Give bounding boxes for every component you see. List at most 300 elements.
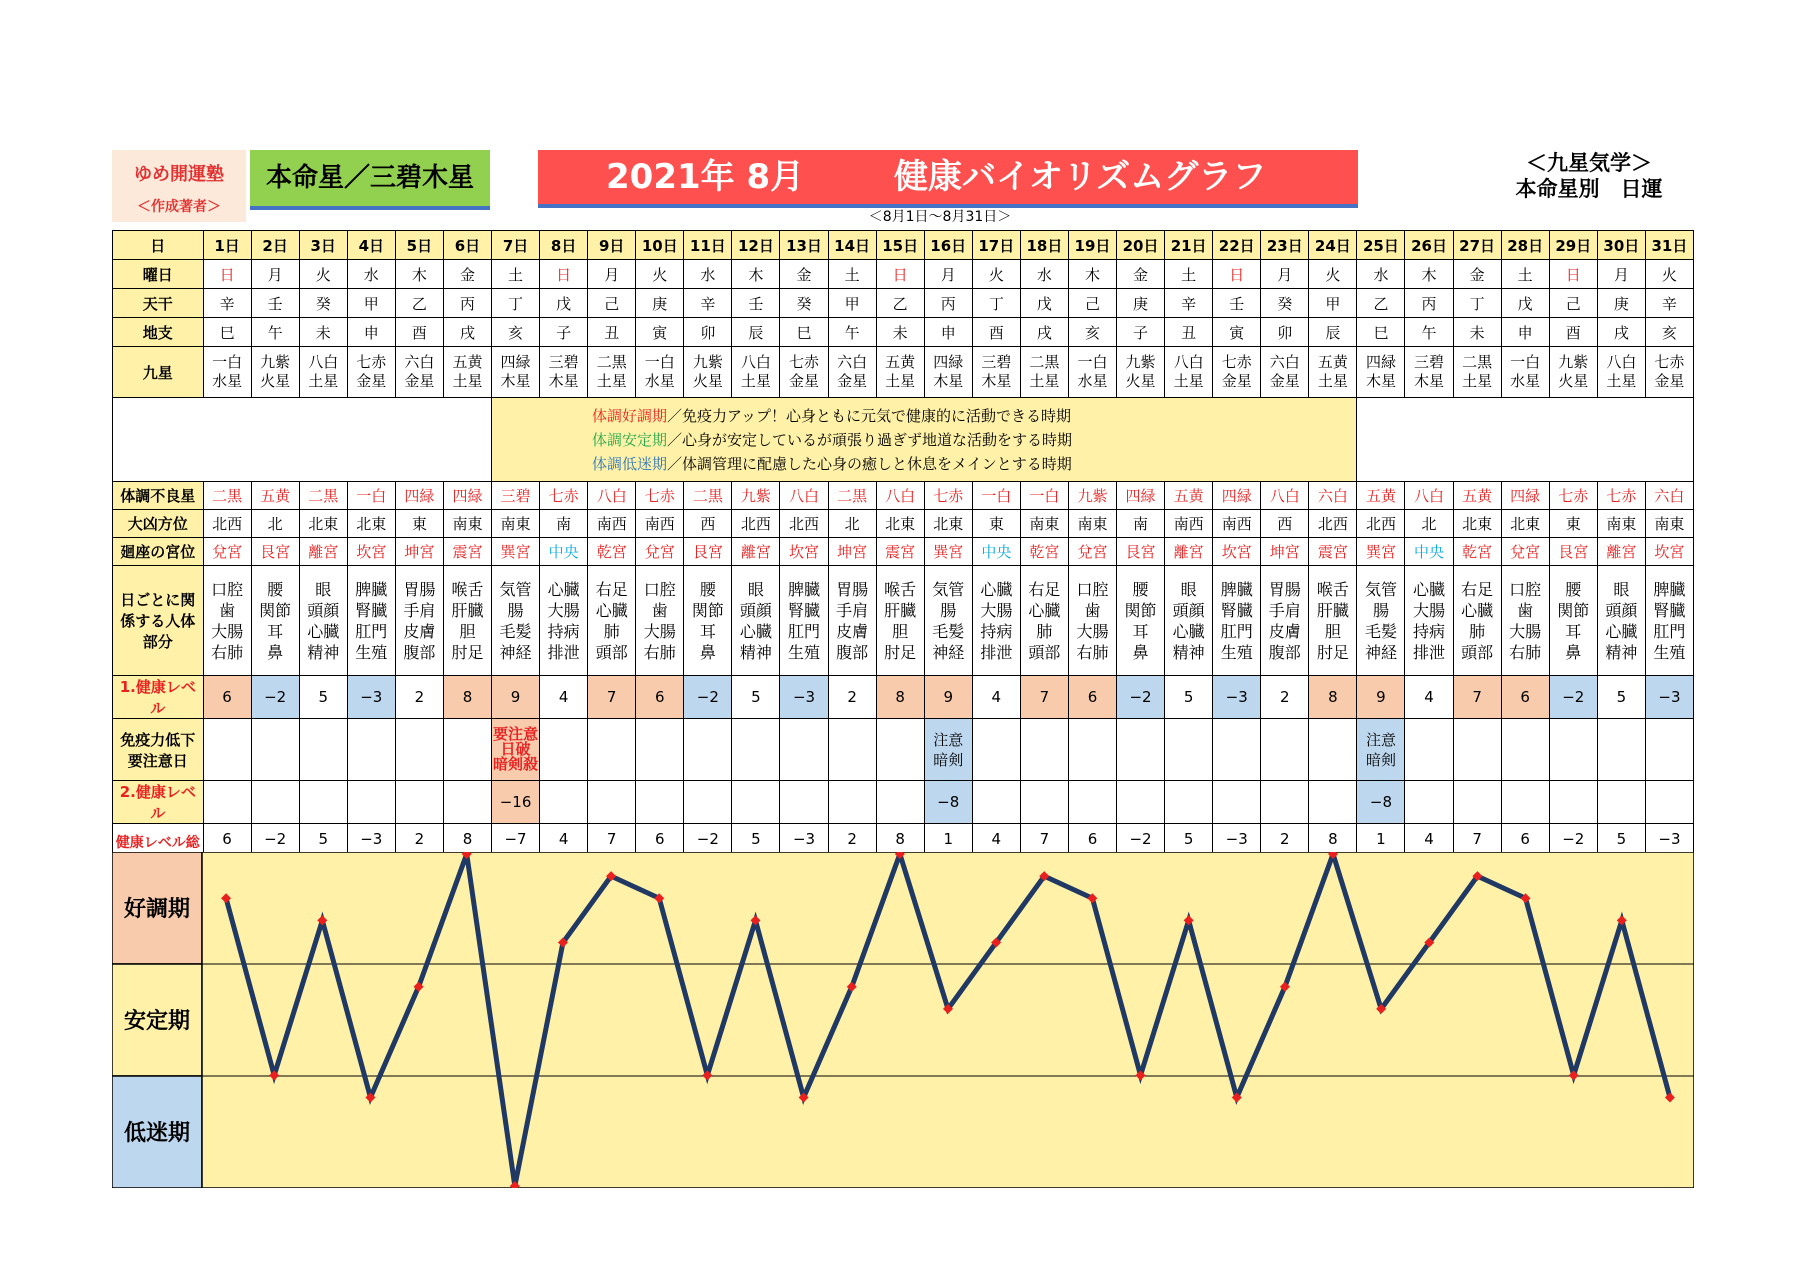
palace-cell: 兌宮 (203, 538, 251, 566)
level2-cell (588, 781, 636, 824)
bad-star-cell: 二黒 (684, 482, 732, 510)
day-cell: 11日 (684, 231, 732, 260)
kyusei-cell: 九紫 火星 (1549, 347, 1597, 398)
bad-dir-cell: 北東 (876, 510, 924, 538)
weekday-cell: 木 (1405, 260, 1453, 289)
chishi-cell: 亥 (1645, 318, 1693, 347)
bad-dir-cell: 南東 (1645, 510, 1693, 538)
bad-dir-cell: 北東 (347, 510, 395, 538)
weekday-cell: 金 (443, 260, 491, 289)
immune-cell (1453, 719, 1501, 781)
bad-dir-cell: 西 (684, 510, 732, 538)
honmeisei-label: 本命星／三碧木星 (250, 150, 490, 210)
kyusei-cell: 九紫 火星 (684, 347, 732, 398)
level1-cell: 2 (395, 676, 443, 719)
kyusei-cell: 二黒 土星 (1453, 347, 1501, 398)
level1-cell: 8 (1309, 676, 1357, 719)
bad-dir-cell: 北 (251, 510, 299, 538)
bad-star-cell: 八白 (588, 482, 636, 510)
body-part-cell: 胃腸 手肩 皮膚 腹部 (1261, 566, 1309, 676)
row-palace (113, 538, 1694, 566)
total-cell: −3 (1213, 824, 1261, 854)
band-label: 安定期 (123, 1009, 191, 1034)
bad-star-cell: 五黄 (1453, 482, 1501, 510)
total-cell: 6 (1068, 824, 1116, 854)
body-part-cell: 脾臓 腎臓 肛門 生殖 (780, 566, 828, 676)
tenkan-cell: 丙 (443, 289, 491, 318)
tenkan-cell: 壬 (732, 289, 780, 318)
body-part-cell: 腰 関節 耳 鼻 (1549, 566, 1597, 676)
level2-cell (1597, 781, 1645, 824)
weekday-cell: 木 (1068, 260, 1116, 289)
body-part-cell: 眼 頭顔 心臓 精神 (299, 566, 347, 676)
level2-cell (636, 781, 684, 824)
palace-cell: 坤宮 (1261, 538, 1309, 566)
level2-cell (251, 781, 299, 824)
kyusei-cell: 八白 土星 (299, 347, 347, 398)
total-cell: −2 (251, 824, 299, 854)
palace-cell: 中央 (972, 538, 1020, 566)
level2-cell (1261, 781, 1309, 824)
bad-star-cell: 一白 (1020, 482, 1068, 510)
level1-cell: −2 (251, 676, 299, 719)
total-cell: −3 (780, 824, 828, 854)
immune-cell (251, 719, 299, 781)
total-cell: 7 (1453, 824, 1501, 854)
title-banner (538, 150, 1358, 208)
chishi-cell: 巳 (203, 318, 251, 347)
kyusei-cell: 五黄 土星 (1309, 347, 1357, 398)
row-label: 九星 (113, 347, 204, 398)
legend-blank (113, 398, 492, 482)
palace-cell: 震宮 (443, 538, 491, 566)
immune-cell (972, 719, 1020, 781)
bad-star-cell: 七赤 (636, 482, 684, 510)
palace-cell: 艮宮 (251, 538, 299, 566)
kyusei-cell: 八白 土星 (1165, 347, 1213, 398)
row-label: 日ごとに関係する人体部分 (113, 566, 204, 676)
bad-star-cell: 一白 (347, 482, 395, 510)
day-cell: 9日 (588, 231, 636, 260)
bad-star-cell: 四緑 (1117, 482, 1165, 510)
day-cell: 27日 (1453, 231, 1501, 260)
title-text: 健康バイオリズムグラフ (894, 157, 1267, 197)
bad-star-cell: 一白 (972, 482, 1020, 510)
title-date: 2021年 8月 (606, 157, 805, 197)
biorhythm-graph (112, 852, 1694, 1188)
tenkan-cell: 丁 (492, 289, 540, 318)
immune-cell (1213, 719, 1261, 781)
row-bad-dir (113, 510, 1694, 538)
total-cell: 5 (299, 824, 347, 854)
total-cell: −3 (347, 824, 395, 854)
bad-star-cell: 八白 (1405, 482, 1453, 510)
immune-cell (1549, 719, 1597, 781)
chishi-cell: 未 (876, 318, 924, 347)
kyusei-cell: 七赤 金星 (347, 347, 395, 398)
immune-note: 要注意 日破 暗剣殺 (492, 719, 540, 781)
immune-cell (828, 719, 876, 781)
weekday-cell: 木 (732, 260, 780, 289)
weekday-cell: 土 (828, 260, 876, 289)
body-part-cell: 喉舌 肝臓 胆 肘足 (1309, 566, 1357, 676)
body-part-cell: 気管 腸 毛髪 神経 (492, 566, 540, 676)
level1-cell: 5 (1165, 676, 1213, 719)
chishi-cell: 丑 (1165, 318, 1213, 347)
tenkan-cell: 己 (1068, 289, 1116, 318)
palace-cell: 坎宮 (1645, 538, 1693, 566)
bad-dir-cell: 北東 (1501, 510, 1549, 538)
immune-cell (1117, 719, 1165, 781)
palace-cell: 兌宮 (636, 538, 684, 566)
row-label: 体調不良星 (113, 482, 204, 510)
level1-cell: 7 (1453, 676, 1501, 719)
level1-cell: 9 (492, 676, 540, 719)
level1-cell: 8 (876, 676, 924, 719)
palace-cell: 離宮 (1165, 538, 1213, 566)
kyusei-cell: 三碧 木星 (1405, 347, 1453, 398)
bad-star-cell: 八白 (780, 482, 828, 510)
tenkan-cell: 辛 (1165, 289, 1213, 318)
row-label: 日 (113, 231, 204, 260)
level1-cell: 5 (299, 676, 347, 719)
immune-cell (1261, 719, 1309, 781)
kyusei-cell: 四緑 木星 (924, 347, 972, 398)
bad-star-cell: 八白 (876, 482, 924, 510)
body-part-cell: 気管 腸 毛髪 神経 (1357, 566, 1405, 676)
weekday-cell: 日 (1213, 260, 1261, 289)
body-part-cell: 右足 心臓 肺 頭部 (588, 566, 636, 676)
weekday-cell: 土 (492, 260, 540, 289)
chishi-cell: 申 (1501, 318, 1549, 347)
level2-cell (443, 781, 491, 824)
weekday-cell: 火 (1645, 260, 1693, 289)
palace-cell: 乾宮 (1453, 538, 1501, 566)
tenkan-cell: 戊 (1020, 289, 1068, 318)
immune-cell (1501, 719, 1549, 781)
immune-cell (636, 719, 684, 781)
legend-desc: ／心身が安定しているが頑張り過ぎず地道な活動をする時期 (667, 430, 1073, 449)
row-legend (113, 398, 1694, 482)
row-label: 2.健康レベル (113, 781, 204, 824)
level2-cell (780, 781, 828, 824)
level1-cell: 4 (1405, 676, 1453, 719)
day-cell: 17日 (972, 231, 1020, 260)
level1-cell: 7 (1020, 676, 1068, 719)
day-cell: 20日 (1117, 231, 1165, 260)
immune-cell (684, 719, 732, 781)
kyusei-cell: 七赤 金星 (1213, 347, 1261, 398)
body-part-cell: 胃腸 手肩 皮膚 腹部 (828, 566, 876, 676)
immune-cell (1309, 719, 1357, 781)
bad-dir-cell: 北西 (732, 510, 780, 538)
total-cell: −2 (1549, 824, 1597, 854)
level1-cell: 7 (588, 676, 636, 719)
bad-star-cell: 七赤 (924, 482, 972, 510)
chishi-cell: 巳 (780, 318, 828, 347)
kyusei-cell: 六白 金星 (828, 347, 876, 398)
chishi-cell: 亥 (492, 318, 540, 347)
bad-star-cell: 五黄 (1357, 482, 1405, 510)
weekday-cell: 金 (1453, 260, 1501, 289)
chishi-cell: 戌 (443, 318, 491, 347)
bad-dir-cell: 南西 (1165, 510, 1213, 538)
immune-cell (588, 719, 636, 781)
tenkan-cell: 辛 (203, 289, 251, 318)
row-bad-star (113, 482, 1694, 510)
total-cell: 7 (588, 824, 636, 854)
chishi-cell: 酉 (395, 318, 443, 347)
bad-star-cell: 二黒 (299, 482, 347, 510)
day-cell: 10日 (636, 231, 684, 260)
chishi-cell: 丑 (588, 318, 636, 347)
immune-cell (347, 719, 395, 781)
level1-cell: 6 (636, 676, 684, 719)
level1-cell: −3 (1213, 676, 1261, 719)
total-cell: 4 (1405, 824, 1453, 854)
body-part-cell: 胃腸 手肩 皮膚 腹部 (395, 566, 443, 676)
total-cell: 5 (1165, 824, 1213, 854)
tenkan-cell: 丁 (1453, 289, 1501, 318)
immune-cell (1020, 719, 1068, 781)
legend-term: 体調安定期 (592, 430, 668, 449)
bad-star-cell: 九紫 (1068, 482, 1116, 510)
bad-star-cell: 八白 (1261, 482, 1309, 510)
level2-cell (203, 781, 251, 824)
bad-star-cell: 三碧 (492, 482, 540, 510)
immune-cell (1405, 719, 1453, 781)
chishi-cell: 亥 (1068, 318, 1116, 347)
legend-item (592, 452, 1356, 476)
weekday-cell: 火 (1309, 260, 1357, 289)
bad-dir-cell: 北西 (203, 510, 251, 538)
palace-cell: 巽宮 (924, 538, 972, 566)
total-cell: 1 (924, 824, 972, 854)
body-part-cell: 心臓 大腸 持病 排泄 (1405, 566, 1453, 676)
tenkan-cell: 甲 (347, 289, 395, 318)
total-cell: 8 (876, 824, 924, 854)
tenkan-cell: 丙 (1405, 289, 1453, 318)
total-cell: 6 (636, 824, 684, 854)
plot-area (202, 852, 1694, 1188)
day-cell: 14日 (828, 231, 876, 260)
body-part-cell: 右足 心臓 肺 頭部 (1453, 566, 1501, 676)
level2-cell (732, 781, 780, 824)
tenkan-cell: 己 (588, 289, 636, 318)
corner-caption (1494, 150, 1684, 202)
total-cell: −2 (684, 824, 732, 854)
body-part-cell: 脾臓 腎臓 肛門 生殖 (1213, 566, 1261, 676)
bad-dir-cell: 東 (395, 510, 443, 538)
row-total (113, 824, 1694, 854)
kyusei-cell: 一白 水星 (1068, 347, 1116, 398)
tenkan-cell: 辛 (1645, 289, 1693, 318)
bad-dir-cell: 北東 (299, 510, 347, 538)
kyusei-cell: 九紫 火星 (1117, 347, 1165, 398)
level1-cell: 9 (924, 676, 972, 719)
chishi-cell: 巳 (1357, 318, 1405, 347)
kyusei-cell: 三碧 木星 (540, 347, 588, 398)
chishi-cell: 午 (1405, 318, 1453, 347)
row-immune (113, 719, 1694, 781)
bad-dir-cell: 東 (1549, 510, 1597, 538)
bad-dir-cell: 南東 (1020, 510, 1068, 538)
palace-cell: 中央 (540, 538, 588, 566)
day-cell: 6日 (443, 231, 491, 260)
chishi-cell: 午 (251, 318, 299, 347)
weekday-cell: 土 (1501, 260, 1549, 289)
weekday-cell: 金 (780, 260, 828, 289)
level2-cell (1117, 781, 1165, 824)
level1-cell: −3 (1645, 676, 1693, 719)
tenkan-cell: 丁 (972, 289, 1020, 318)
total-cell: −2 (1117, 824, 1165, 854)
weekday-cell: 月 (251, 260, 299, 289)
kyusei-cell: 二黒 土星 (1020, 347, 1068, 398)
bad-dir-cell: 北 (828, 510, 876, 538)
body-part-cell: 眼 頭顔 心臓 精神 (1597, 566, 1645, 676)
level1-cell: 6 (1068, 676, 1116, 719)
palace-cell: 坎宮 (1213, 538, 1261, 566)
bad-star-cell: 五黄 (251, 482, 299, 510)
day-cell: 31日 (1645, 231, 1693, 260)
day-cell: 4日 (347, 231, 395, 260)
chishi-cell: 子 (540, 318, 588, 347)
bad-star-cell: 七赤 (540, 482, 588, 510)
bad-dir-cell: 南西 (588, 510, 636, 538)
palace-cell: 震宮 (1309, 538, 1357, 566)
immune-cell (732, 719, 780, 781)
weekday-cell: 日 (203, 260, 251, 289)
body-part-cell: 口腔 歯 大腸 右肺 (203, 566, 251, 676)
tenkan-cell: 戊 (540, 289, 588, 318)
chishi-cell: 午 (828, 318, 876, 347)
level1-cell: 5 (732, 676, 780, 719)
brand-name: ゆめ開運塾 (134, 164, 224, 185)
palace-cell: 離宮 (1597, 538, 1645, 566)
total-cell: 5 (732, 824, 780, 854)
weekday-cell: 金 (1117, 260, 1165, 289)
immune-cell (203, 719, 251, 781)
chishi-cell: 寅 (1213, 318, 1261, 347)
level1-cell: −3 (780, 676, 828, 719)
bad-dir-cell: 南東 (1068, 510, 1116, 538)
day-cell: 2日 (251, 231, 299, 260)
tenkan-cell: 庚 (636, 289, 684, 318)
level2-cell (1213, 781, 1261, 824)
kyusei-cell: 二黒 土星 (588, 347, 636, 398)
immune-cell (540, 719, 588, 781)
body-part-cell: 眼 頭顔 心臓 精神 (732, 566, 780, 676)
day-cell: 5日 (395, 231, 443, 260)
kyusei-cell: 四緑 木星 (1357, 347, 1405, 398)
total-cell: 6 (1501, 824, 1549, 854)
row-label: 曜日 (113, 260, 204, 289)
band-label: 好調期 (123, 897, 191, 922)
bad-star-cell: 七赤 (1549, 482, 1597, 510)
brand-box (112, 150, 246, 222)
bad-star-cell: 六白 (1309, 482, 1357, 510)
tenkan-cell: 癸 (780, 289, 828, 318)
row-label: 天干 (113, 289, 204, 318)
chishi-cell: 酉 (972, 318, 1020, 347)
weekday-cell: 日 (1549, 260, 1597, 289)
bad-dir-cell: 東 (972, 510, 1020, 538)
body-part-cell: 脾臓 腎臓 肛門 生殖 (1645, 566, 1693, 676)
corner-line1: ＜九星気学＞ (1526, 151, 1652, 175)
day-cell: 12日 (732, 231, 780, 260)
day-cell: 29日 (1549, 231, 1597, 260)
bad-star-cell: 四緑 (1501, 482, 1549, 510)
immune-note: 注意 暗剣 (924, 719, 972, 781)
body-part-cell: 喉舌 肝臓 胆 肘足 (876, 566, 924, 676)
level1-cell: 6 (1501, 676, 1549, 719)
level2-cell (1165, 781, 1213, 824)
chishi-cell: 申 (924, 318, 972, 347)
total-cell: 6 (203, 824, 251, 854)
palace-cell: 坎宮 (780, 538, 828, 566)
level2-cell: −16 (492, 781, 540, 824)
level1-cell: 2 (828, 676, 876, 719)
body-part-cell: 口腔 歯 大腸 右肺 (636, 566, 684, 676)
kyusei-cell: 五黄 土星 (443, 347, 491, 398)
kyusei-cell: 三碧 木星 (972, 347, 1020, 398)
body-part-cell: 口腔 歯 大腸 右肺 (1501, 566, 1549, 676)
immune-note: 注意 暗剣 (1357, 719, 1405, 781)
bad-dir-cell: 北 (1405, 510, 1453, 538)
weekday-cell: 火 (299, 260, 347, 289)
palace-cell: 坤宮 (828, 538, 876, 566)
bad-star-cell: 六白 (1645, 482, 1693, 510)
bad-star-cell: 七赤 (1597, 482, 1645, 510)
total-cell: 4 (972, 824, 1020, 854)
weekday-cell: 水 (1357, 260, 1405, 289)
day-cell: 15日 (876, 231, 924, 260)
chishi-cell: 戌 (1597, 318, 1645, 347)
row-label: 免疫力低下要注意日 (113, 719, 204, 781)
tenkan-cell: 癸 (1261, 289, 1309, 318)
bad-dir-cell: 南東 (443, 510, 491, 538)
chishi-cell: 卯 (684, 318, 732, 347)
weekday-cell: 水 (684, 260, 732, 289)
level2-cell: −8 (1357, 781, 1405, 824)
body-part-cell: 腰 関節 耳 鼻 (1117, 566, 1165, 676)
bad-dir-cell: 南東 (492, 510, 540, 538)
level2-cell (1549, 781, 1597, 824)
level1-cell: 4 (972, 676, 1020, 719)
level2-cell (299, 781, 347, 824)
immune-cell (395, 719, 443, 781)
day-cell: 13日 (780, 231, 828, 260)
brand-sub: ＜作成著者＞ (137, 199, 221, 215)
bad-dir-cell: 南東 (1597, 510, 1645, 538)
kyusei-cell: 八白 土星 (732, 347, 780, 398)
row-tenkan (113, 289, 1694, 318)
tenkan-cell: 乙 (876, 289, 924, 318)
weekday-cell: 火 (972, 260, 1020, 289)
schedule-table (112, 230, 1694, 881)
level2-cell (972, 781, 1020, 824)
legend-term: 体調低迷期 (592, 454, 668, 473)
level1-cell: 9 (1357, 676, 1405, 719)
row-label: 地支 (113, 318, 204, 347)
level2-cell (876, 781, 924, 824)
palace-cell: 離宮 (299, 538, 347, 566)
total-cell: 2 (1261, 824, 1309, 854)
immune-cell (1165, 719, 1213, 781)
immune-cell (1597, 719, 1645, 781)
total-cell: 2 (395, 824, 443, 854)
